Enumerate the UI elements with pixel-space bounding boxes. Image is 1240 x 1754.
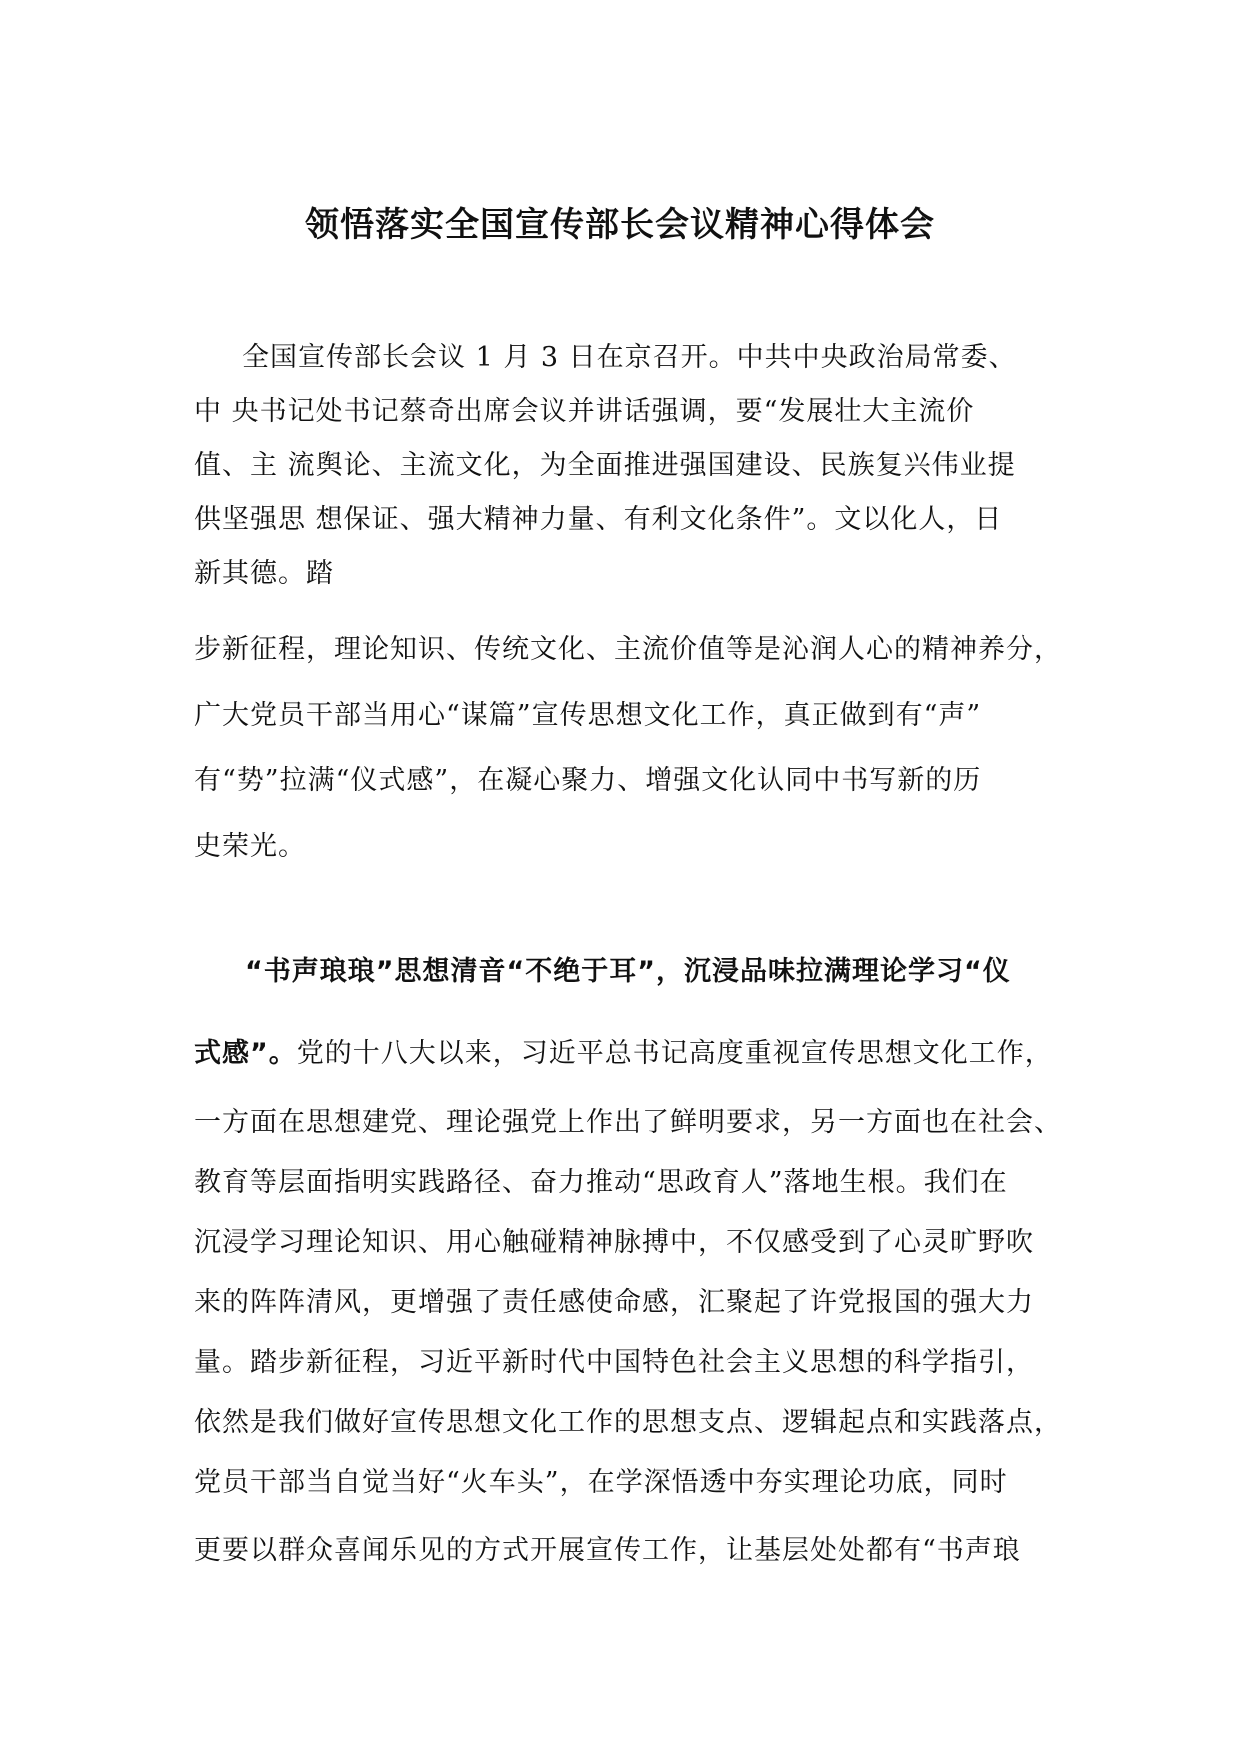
section-body-line-1: 一方面在思想建党、理论强党上作出了鲜明要求，另一方面也在社会、 [194,1107,1062,1138]
section-heading-line-1: “书声琅琅”思想清音“不绝于耳”，沉浸品味拉满理论学习“仪 [245,956,1011,987]
paragraph-1-line-4: 供坚强思 想保证、强大精神力量、有利文化条件”。文以化人，日 [194,504,1003,535]
paragraph-1-line-1: 全国宣传部长会议 1 月 3 日在京召开。中共中央政治局常委、 [242,342,1017,373]
section-heading-tail: 式感”。 [194,1038,297,1069]
paragraph-1-line-3: 值、主 流舆论、主流文化，为全面推进强国建设、民族复兴伟业提 [194,450,1016,481]
section-body-line-5: 量。踏步新征程，习近平新时代中国特色社会主义思想的科学指引， [194,1347,1034,1378]
paragraph-1-line-5: 新其德。踏 [194,558,334,589]
paragraph-2-line-2: 广大党员干部当用心“谋篇”宣传思想文化工作，真正做到有“声” [194,700,982,731]
section-body-line-7: 党员干部当自觉当好“火车头”，在学深悟透中夯实理论功底，同时 [194,1467,1008,1498]
section-body-line-3: 沉浸学习理论知识、用心触碰精神脉搏中，不仅感受到了心灵旷野吹 [194,1227,1034,1258]
section-body-line-2: 教育等层面指明实践路径、奋力推动“思政育人”落地生根。我们在 [194,1167,1008,1198]
section-heading-line-2 [194,1036,1053,1072]
paragraph-2-line-4: 史荣光。 [194,831,306,862]
section-body-line-6: 依然是我们做好宣传思想文化工作的思想支点、逻辑起点和实践落点， [194,1407,1062,1438]
section-body-line-4: 来的阵阵清风，更增强了责任感使命感，汇聚起了许党报国的强大力 [194,1287,1034,1318]
section-body-first-line: 党的十八大以来，习近平总书记高度重视宣传思想文化工作， [296,1038,1053,1069]
section-body-line-8: 更要以群众喜闻乐见的方式开展宣传工作，让基层处处都有“书声琅 [194,1535,1021,1566]
paragraph-2-line-3: 有“势”拉满“仪式感”，在凝心聚力、增强文化认同中书写新的历 [194,765,982,796]
paragraph-2-line-1: 步新征程，理论知识、传统文化、主流价值等是沁润人心的精神养分， [194,634,1062,665]
document-title: 领悟落实全国宣传部长会议精神心得体会 [305,205,935,245]
paragraph-1-line-2: 中 央书记处书记蔡奇出席会议并讲话强调，要“发展壮大主流价 [194,396,975,427]
